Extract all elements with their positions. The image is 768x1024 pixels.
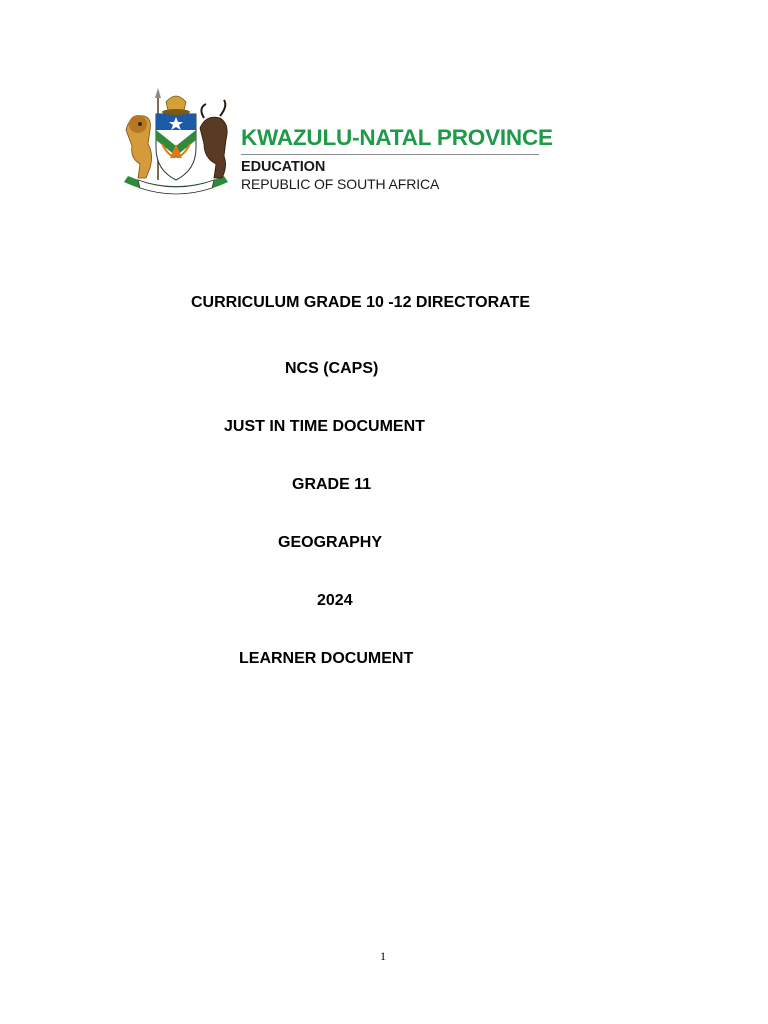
kzn-coat-of-arms-icon <box>120 84 232 204</box>
letterhead-divider <box>241 154 539 155</box>
year-title: 2024 <box>317 592 353 609</box>
province-name: KWAZULU-NATAL PROVINCE <box>241 125 553 150</box>
page-number: 1 <box>380 949 386 963</box>
letterhead <box>120 84 553 204</box>
curriculum-title: NCS (CAPS) <box>285 360 379 377</box>
document-type-title: JUST IN TIME DOCUMENT <box>224 418 425 435</box>
department-name: EDUCATION <box>241 159 326 175</box>
grade-title: GRADE 11 <box>292 476 372 493</box>
audience-title: LEARNER DOCUMENT <box>239 650 414 667</box>
directorate-title: CURRICULUM GRADE 10 -12 DIRECTORATE <box>191 294 530 311</box>
country-name: REPUBLIC OF SOUTH AFRICA <box>241 176 440 192</box>
subject-title: GEOGRAPHY <box>278 534 383 551</box>
